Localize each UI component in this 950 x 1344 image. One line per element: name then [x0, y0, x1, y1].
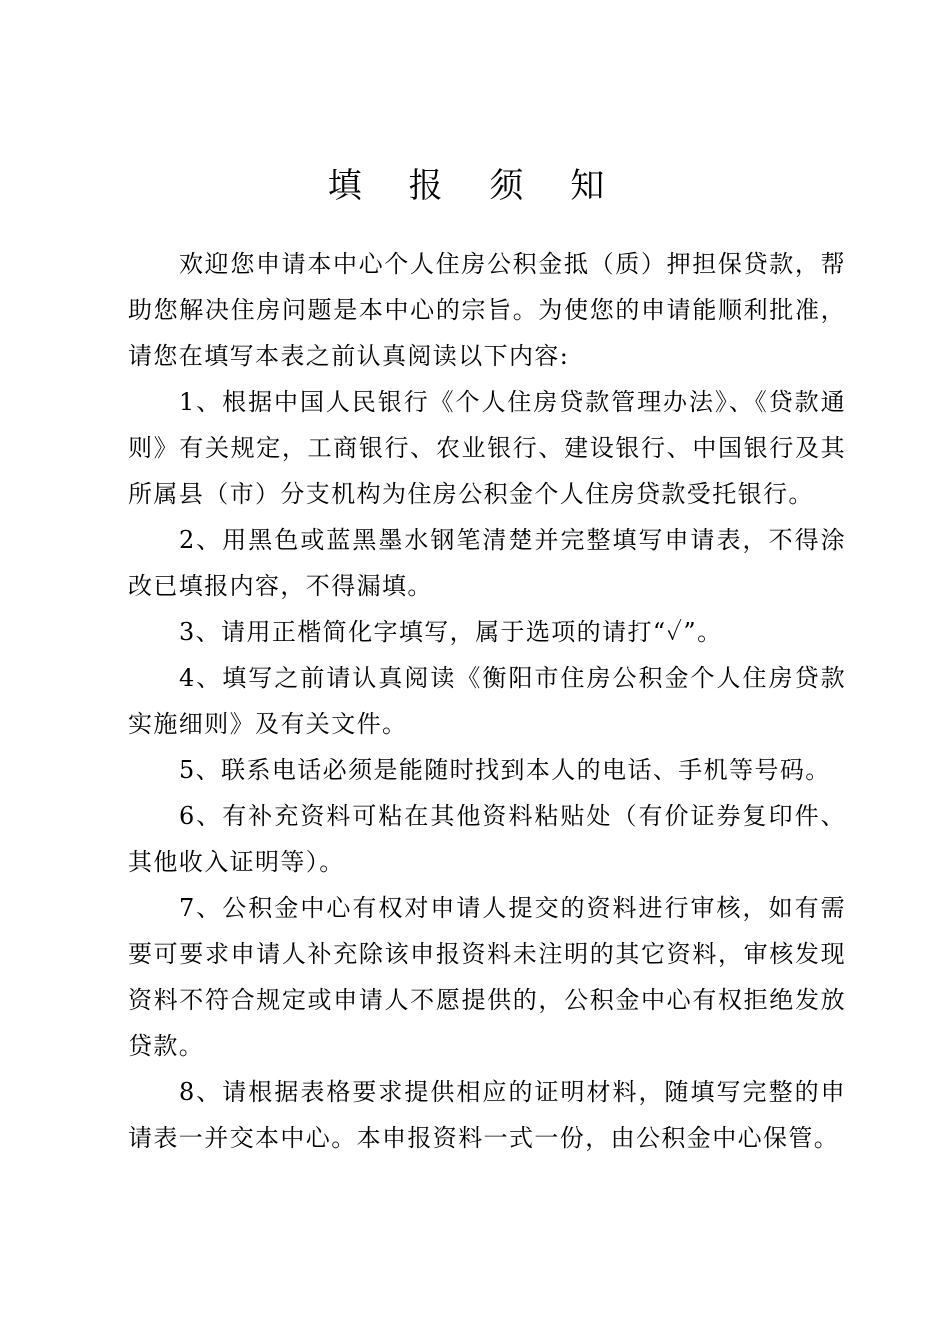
notice-item-4: 4、填写之前请认真阅读《衡阳市住房公积金个人住房贷款实施细则》及有关文件。	[128, 664, 846, 738]
notice-body	[128, 241, 846, 1161]
notice-item-7: 7、公积金中心有权对申请人提交的资料进行审核，如有需要可要求申请人补充除该申报资料未注明的其它资料，审核发现资料不符合规定或申请人不愿提供的，公积金中心有权拒绝发放贷款。	[128, 894, 846, 1060]
intro-paragraph: 欢迎您申请本中心个人住房公积金抵（质）押担保贷款，帮助您解决住房问题是本中心的宗旨。为使您的申请能顺利批准，请您在填写本表之前认真阅读以下内容:	[128, 250, 846, 370]
notice-item-3: 3、请用正楷简化字填写，属于选项的请打“✓”。	[179, 618, 723, 646]
notice-item-1: 1、根据中国人民银行《个人住房贷款管理办法》、《贷款通则》有关规定，工商银行、农业银行、建设银行、中国银行及其所属县（市）分支机构为住房公积金个人住房贷款受托银行。	[128, 388, 846, 508]
notice-item-2: 2、用黑色或蓝黑墨水钢笔清楚并完整填写申请表，不得涂改已填报内容，不得漏填。	[128, 526, 846, 600]
notice-item-6: 6、有补充资料可粘在其他资料粘贴处（有价证券复印件、其他收入证明等）。	[128, 802, 846, 876]
notice-item-8: 8、请根据表格要求提供相应的证明材料，随填写完整的申请表一并交本中心。本申报资料一式一份，由公积金中心保管。	[128, 1078, 846, 1152]
page-title: 填 报 须 知	[327, 165, 623, 206]
notice-item-5: 5、联系电话必须是能随时找到本人的电话、手机等号码。	[179, 756, 831, 784]
